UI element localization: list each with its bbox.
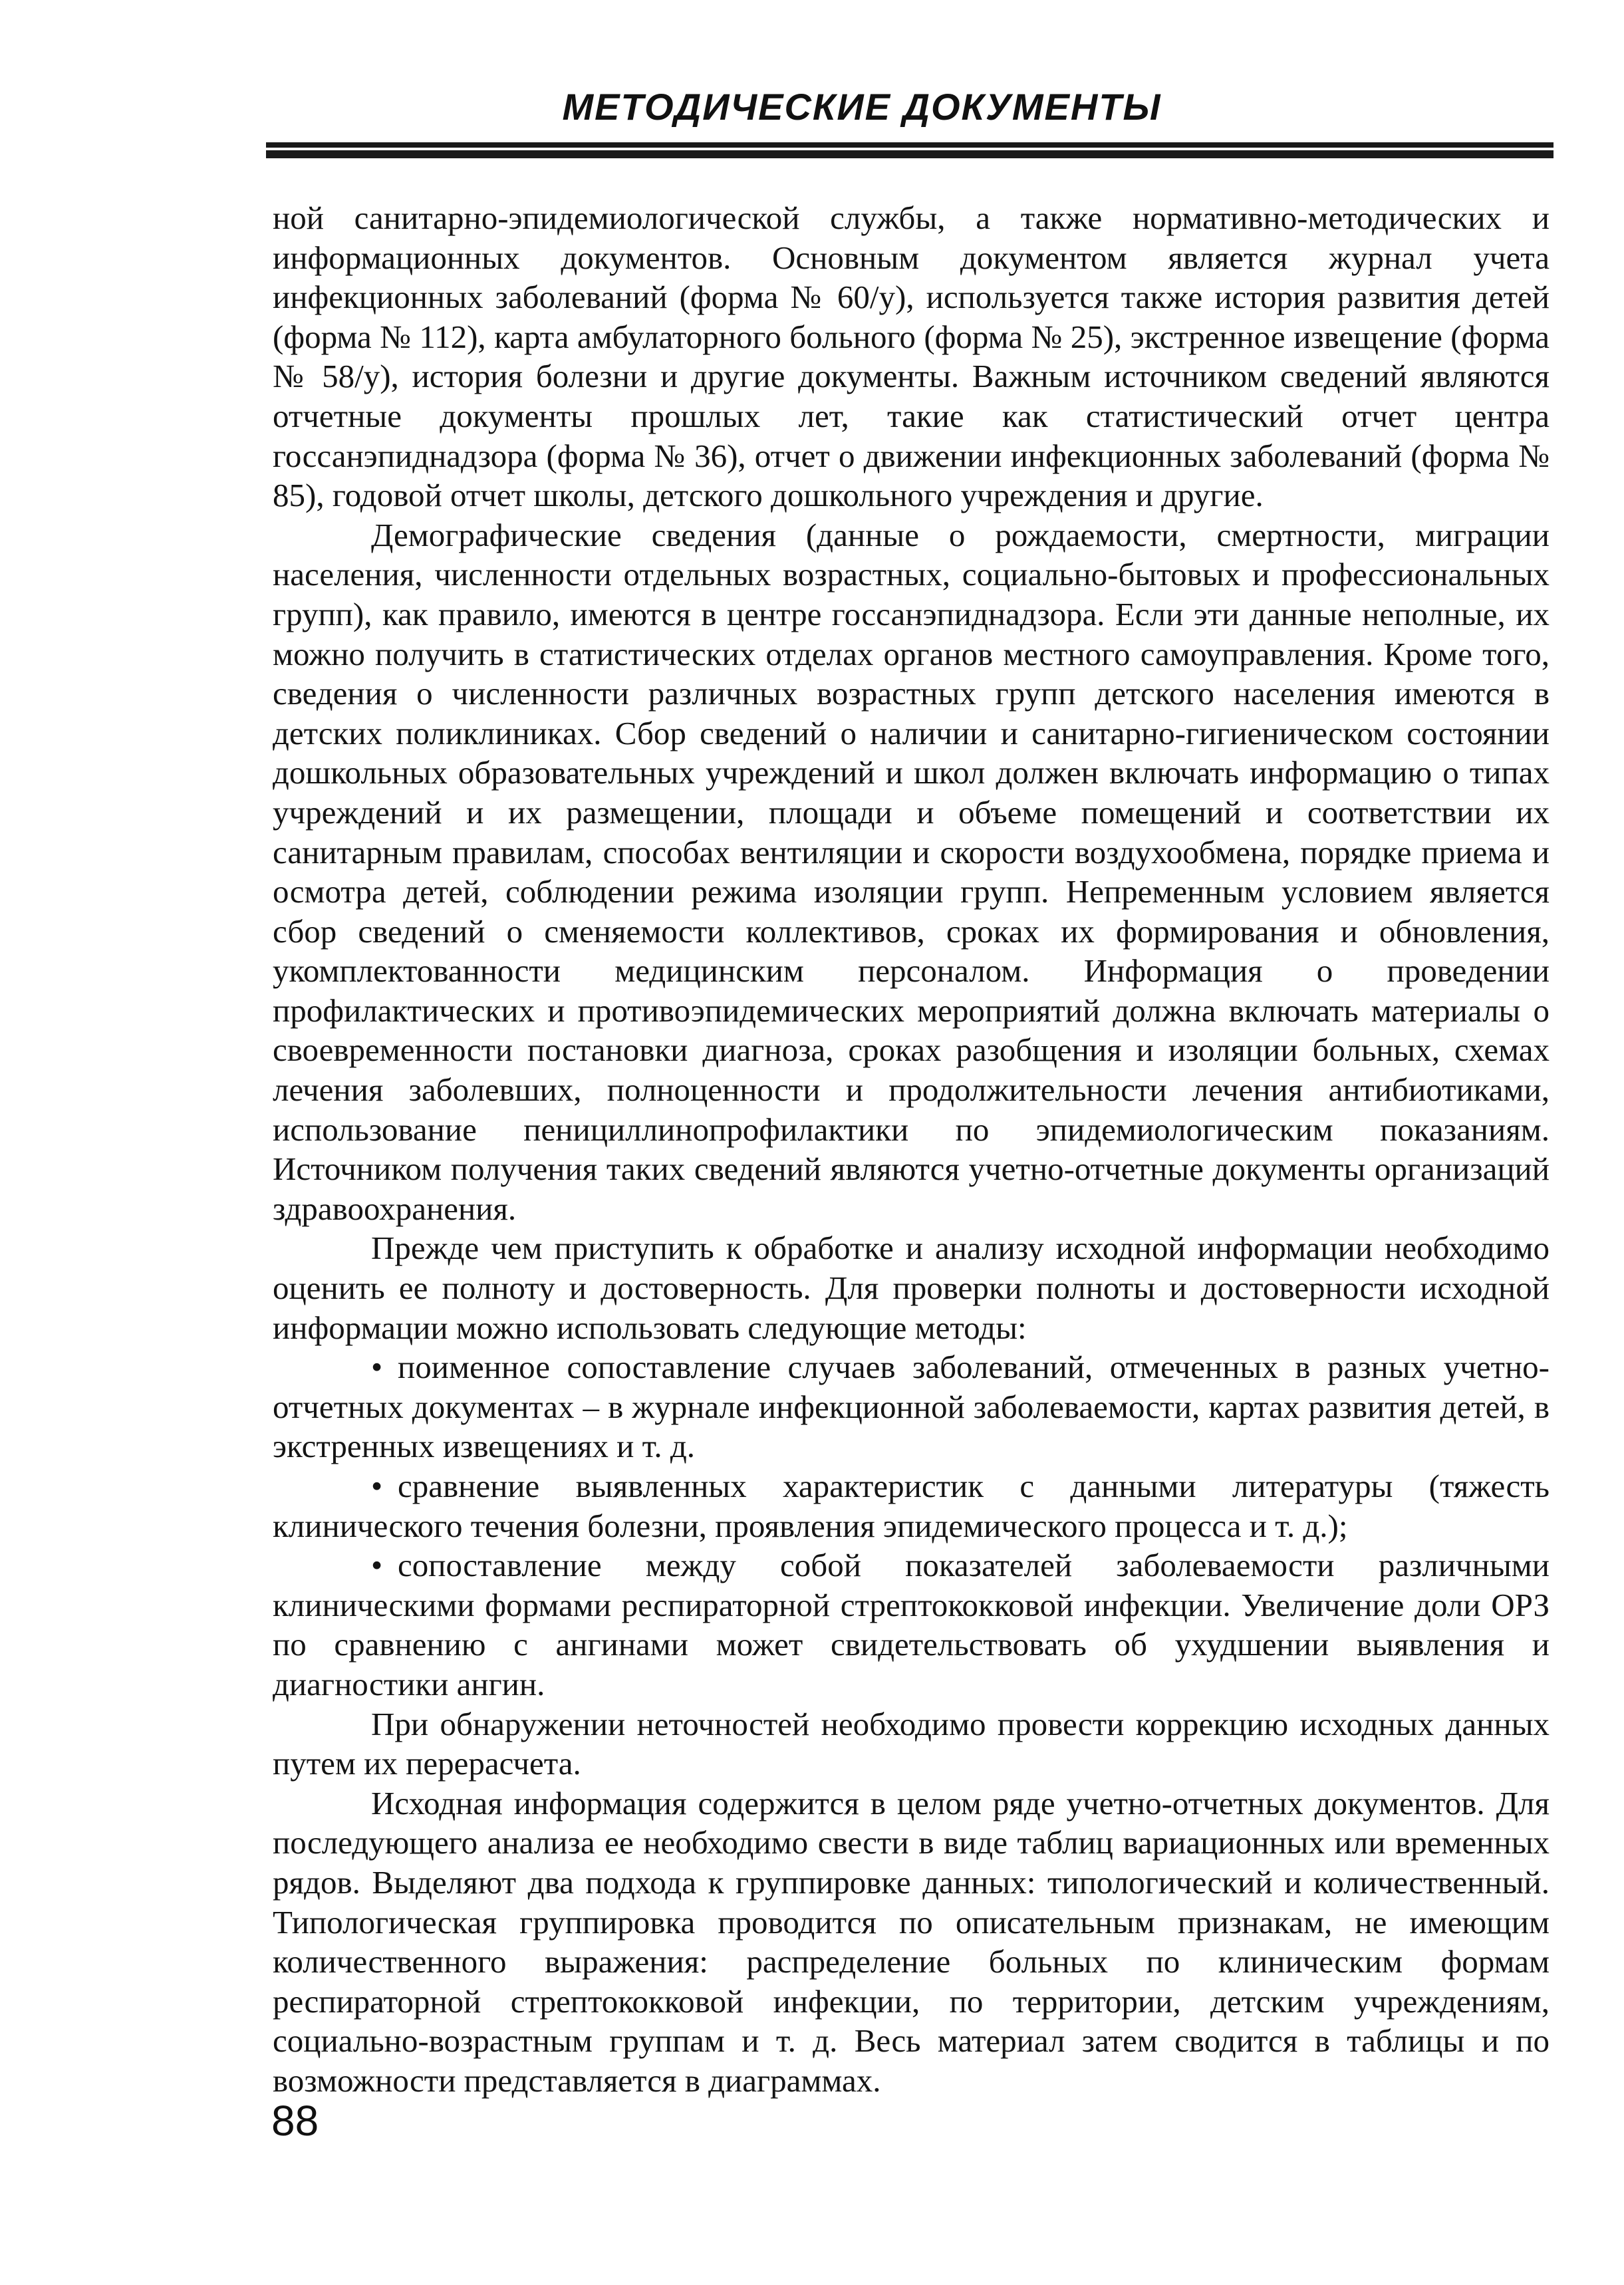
list-item xyxy=(273,1466,1550,1546)
list-item xyxy=(273,1546,1550,1704)
list-item-text: сравнение выявленных характеристик с данными литературы (тяжесть клинического течения болезни, проявления эпидемического процесса и т. д.); xyxy=(273,1468,1550,1544)
list-item xyxy=(273,1347,1550,1466)
bullet-icon: • xyxy=(371,1468,383,1504)
body-text xyxy=(273,198,1550,2101)
bullet-icon: • xyxy=(371,1547,383,1584)
page-number: 88 xyxy=(271,2097,319,2145)
paragraph-grouping: Исходная информация содержится в целом ряде учетно-отчетных документов. Для последующего анализа ее необходимо свести в виде таблиц вариационных или временных рядов. Выделяют два подхода к группировке данных: типологический и количественный. Типологическая группировка проводится по описательным признакам, не имеющим количественного выражения: распределение больных по клиническим формам респираторной стрептококковой инфекции, по территории, детским учреждениям, социально-возрастным группам и т. д. Весь материал затем сводится в таблицы и по возможности представляется в диаграммах. xyxy=(273,1784,1550,2099)
paragraph-correction: При обнаружении неточностей необходимо провести коррекцию исходных данных путем их перерасчета. xyxy=(273,1705,1550,1782)
header-rule xyxy=(266,142,1554,158)
list-item-text: сопоставление между собой показателей заболеваемости различными клиническими формами респираторной стрептококковой инфекции. Увеличение доли ОРЗ по сравнению с ангинами может свидетельствовать об ухудшении выявления и диагностики ангин. xyxy=(273,1547,1550,1702)
header-rule-bottom-line xyxy=(266,150,1554,158)
page-header-title: МЕТОДИЧЕСКИЕ ДОКУМЕНТЫ xyxy=(562,86,1162,128)
paragraph-sources: ной санитарно-эпидемиологической службы, а также нормативно-методических и информационных документов. Основным документом является журнал учета инфекционных заболеваний (форма № 60/у), используется также история развития детей (форма № 112), карта амбулаторного больного (форма № 25), экстренное извещение (форма № 58/у), история болезни и другие документы. Важным источником сведений являются отчетные документы прошлых лет, такие как статистический отчет центра госсанэпиднадзора (форма № 36), отчет о движении инфекционных заболеваний (форма № 85), годовой отчет школы, детского дошкольного учреждения и другие. xyxy=(273,200,1550,514)
list-item-text: поименное сопоставление случаев заболеваний, отмеченных в разных учетно-отчетных документах – в журнале инфекционной заболеваемости, картах развития детей, в экстренных извещениях и т. д. xyxy=(273,1349,1550,1465)
bullet-icon: • xyxy=(371,1349,383,1386)
paragraph-verification-intro: Прежде чем приступить к обработке и анализу исходной информации необходимо оценить ее полноту и достоверность. Для проверки полноты и достоверности исходной информации можно использовать следующие методы: xyxy=(273,1230,1550,1346)
paragraph-demographics: Демографические сведения (данные о рождаемости, смертности, миграции населения, численности отдельных возрастных, социально-бытовых и профессиональных групп), как правило, имеются в центре госсанэпиднадзора. Если эти данные неполные, их можно получить в статистических отделах органов местного самоуправления. Кроме того, сведения о численности различных возрастных групп детского населения имеются в детских поликлиниках. Сбор сведений о наличии и санитарно-гигиеническом состоянии дошкольных образовательных учреждений и школ должен включать информацию о типах учреждений и их размещении, площади и объеме помещений и соответствии их санитарным правилам, способах вентиляции и скорости воздухообмена, порядке приема и осмотра детей, соблюдении режима изоляции групп. Непременным условием является сбор сведений о сменяемости коллективов, сроках их формирования и обновления, укомплектованности медицинским персоналом. Информация о проведении профилактических и противоэпидемических мероприятий должна включать материалы о своевременности постановки диагноза, сроках разобщения и изоляции больных, схемах лечения заболевших, полноценности и продолжительности лечения антибиотиками, использование пенициллинопрофилактики по эпидемиологическим показаниям. Источником получения таких сведений являются учетно-отчетные документы организаций здравоохранения. xyxy=(273,516,1550,1227)
header-rule-top-line xyxy=(266,142,1554,148)
